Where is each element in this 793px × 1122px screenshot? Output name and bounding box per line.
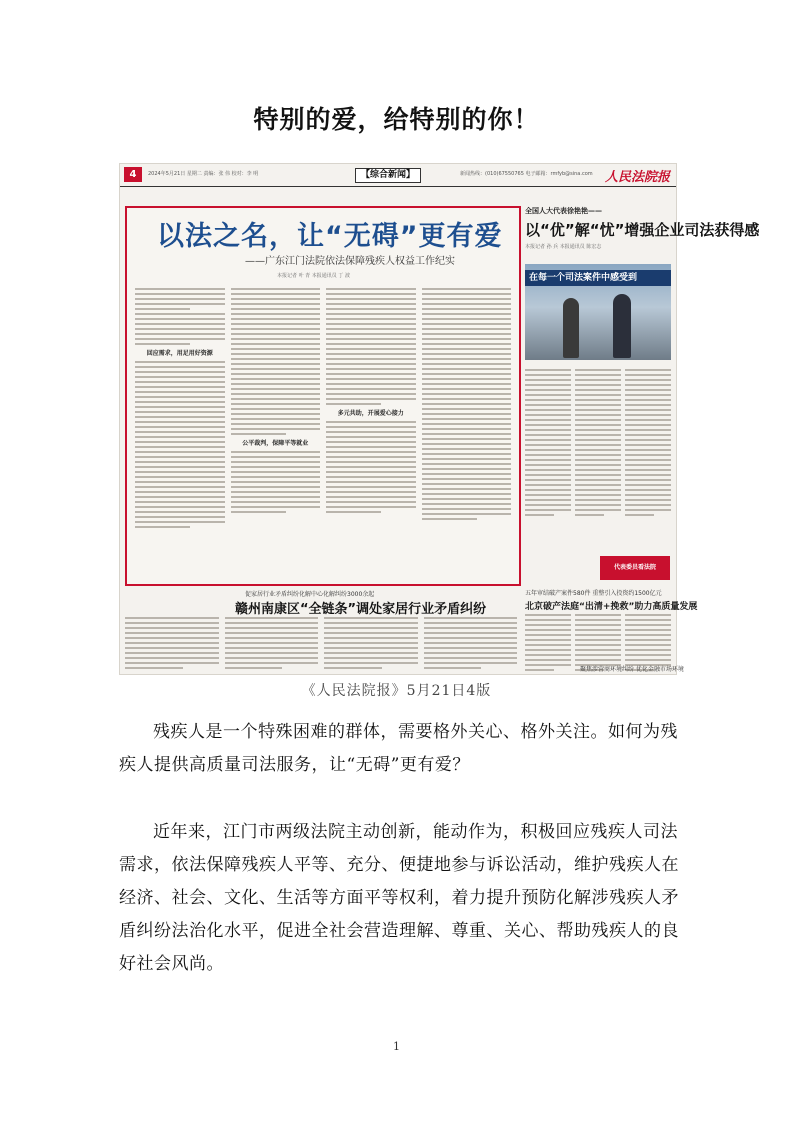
photo-banner: 在每一个司法案件中感受到 [525,270,671,286]
newspaper-page-number: 4 [124,167,142,182]
newspaper-clipping [119,163,760,675]
body-paragraph: 残疾人是一个特殊困难的群体，需要格外关心、格外关注。如何为残疾人提供高质量司法服务，让“无碍”更有爱？ [119,722,678,775]
page-number: 1 [393,1040,400,1053]
right-bottom-article [525,588,698,612]
body-column [326,288,416,576]
right-article [525,206,760,250]
image-caption: 《人民法院报》5月21日4版 [301,683,492,699]
main-byline: 本报记者 叶 青 本报通讯员 丁 波 [277,273,350,279]
document-title: 特别的爱，给特别的你！ [253,105,540,134]
body-column [424,617,518,671]
main-subhead: 多元共助，开展爱心接力 [337,410,404,417]
body-column [225,617,319,671]
main-body-columns [135,288,511,576]
body-column [625,369,671,519]
masthead-contact: 新闻热线：(010)67550765 电子邮箱：rmfyb@sina.com [460,171,593,177]
body-paragraph: 近年来，江门市两级法院主动创新，能动作为，积极回应残疾人司法需求，依法保障残疾人平等、充分、便捷地参与诉讼活动，维护残疾人在经济、社会、文化、生活等方面平等权利，着力提升预防化解涉残疾人矛盾纠纷法治化水平，促进全社会营造理解、尊重、关心、帮助残疾人的良好社会风尚。 [119,822,679,974]
right-kicker: 全国人大代表徐艳艳—— [525,207,602,215]
right-headline: 以“优”解“忧”增强企业司法获得感 [525,221,760,239]
person-figure [613,294,631,358]
right-bottom-kicker: 五年审结破产案件580件 重整引入投资约1500亿元 [525,590,662,597]
right-byline: 本报记者 孙 兵 本报通讯员 陈宏志 [525,244,602,250]
main-headline: 以法之名，让“无碍”更有爱 [157,221,503,252]
body-column [525,614,571,672]
body-column [525,369,571,519]
body-column [135,288,225,576]
newspaper-logo: 人民法院报 [604,170,670,185]
main-subhead: 公平裁判，保障平等就业 [242,440,309,447]
body-column [125,617,219,671]
section-label: 【综合新闻】 [355,168,421,183]
left-bottom-columns [125,617,517,671]
left-bottom-headline: 赣州南康区“全链条”调处家居行业矛盾纠纷 [235,602,487,617]
body-column [422,288,512,576]
left-bottom-kicker: 促家居行业矛盾纠纷化解中心化解纠纷3000余起 [245,591,375,598]
bottom-ticker: 聚焦涉营商环境纠纷 优化金融市场环境 [580,666,684,673]
left-bottom-article [125,589,517,671]
main-subhead: 回应需求，用足用好资源 [146,350,213,357]
main-article [125,206,521,586]
right-bottom-headline: 北京破产法庭“出清+挽救”助力高质量发展 [525,602,698,612]
main-subheadline: ——广东江门法院依法保障残疾人权益工作纪实 [245,256,455,267]
person-figure [563,298,579,358]
body-column [324,617,418,671]
body-column [575,369,621,519]
masthead-info: 2024年5月21日 星期二 责编：张 伟 校对：李 明 [148,171,259,177]
newspaper-masthead [120,164,676,187]
column-badge: 代表委员看法院 [600,556,670,580]
right-body-columns [525,369,671,519]
body-column [231,288,321,576]
news-photo [525,264,671,360]
